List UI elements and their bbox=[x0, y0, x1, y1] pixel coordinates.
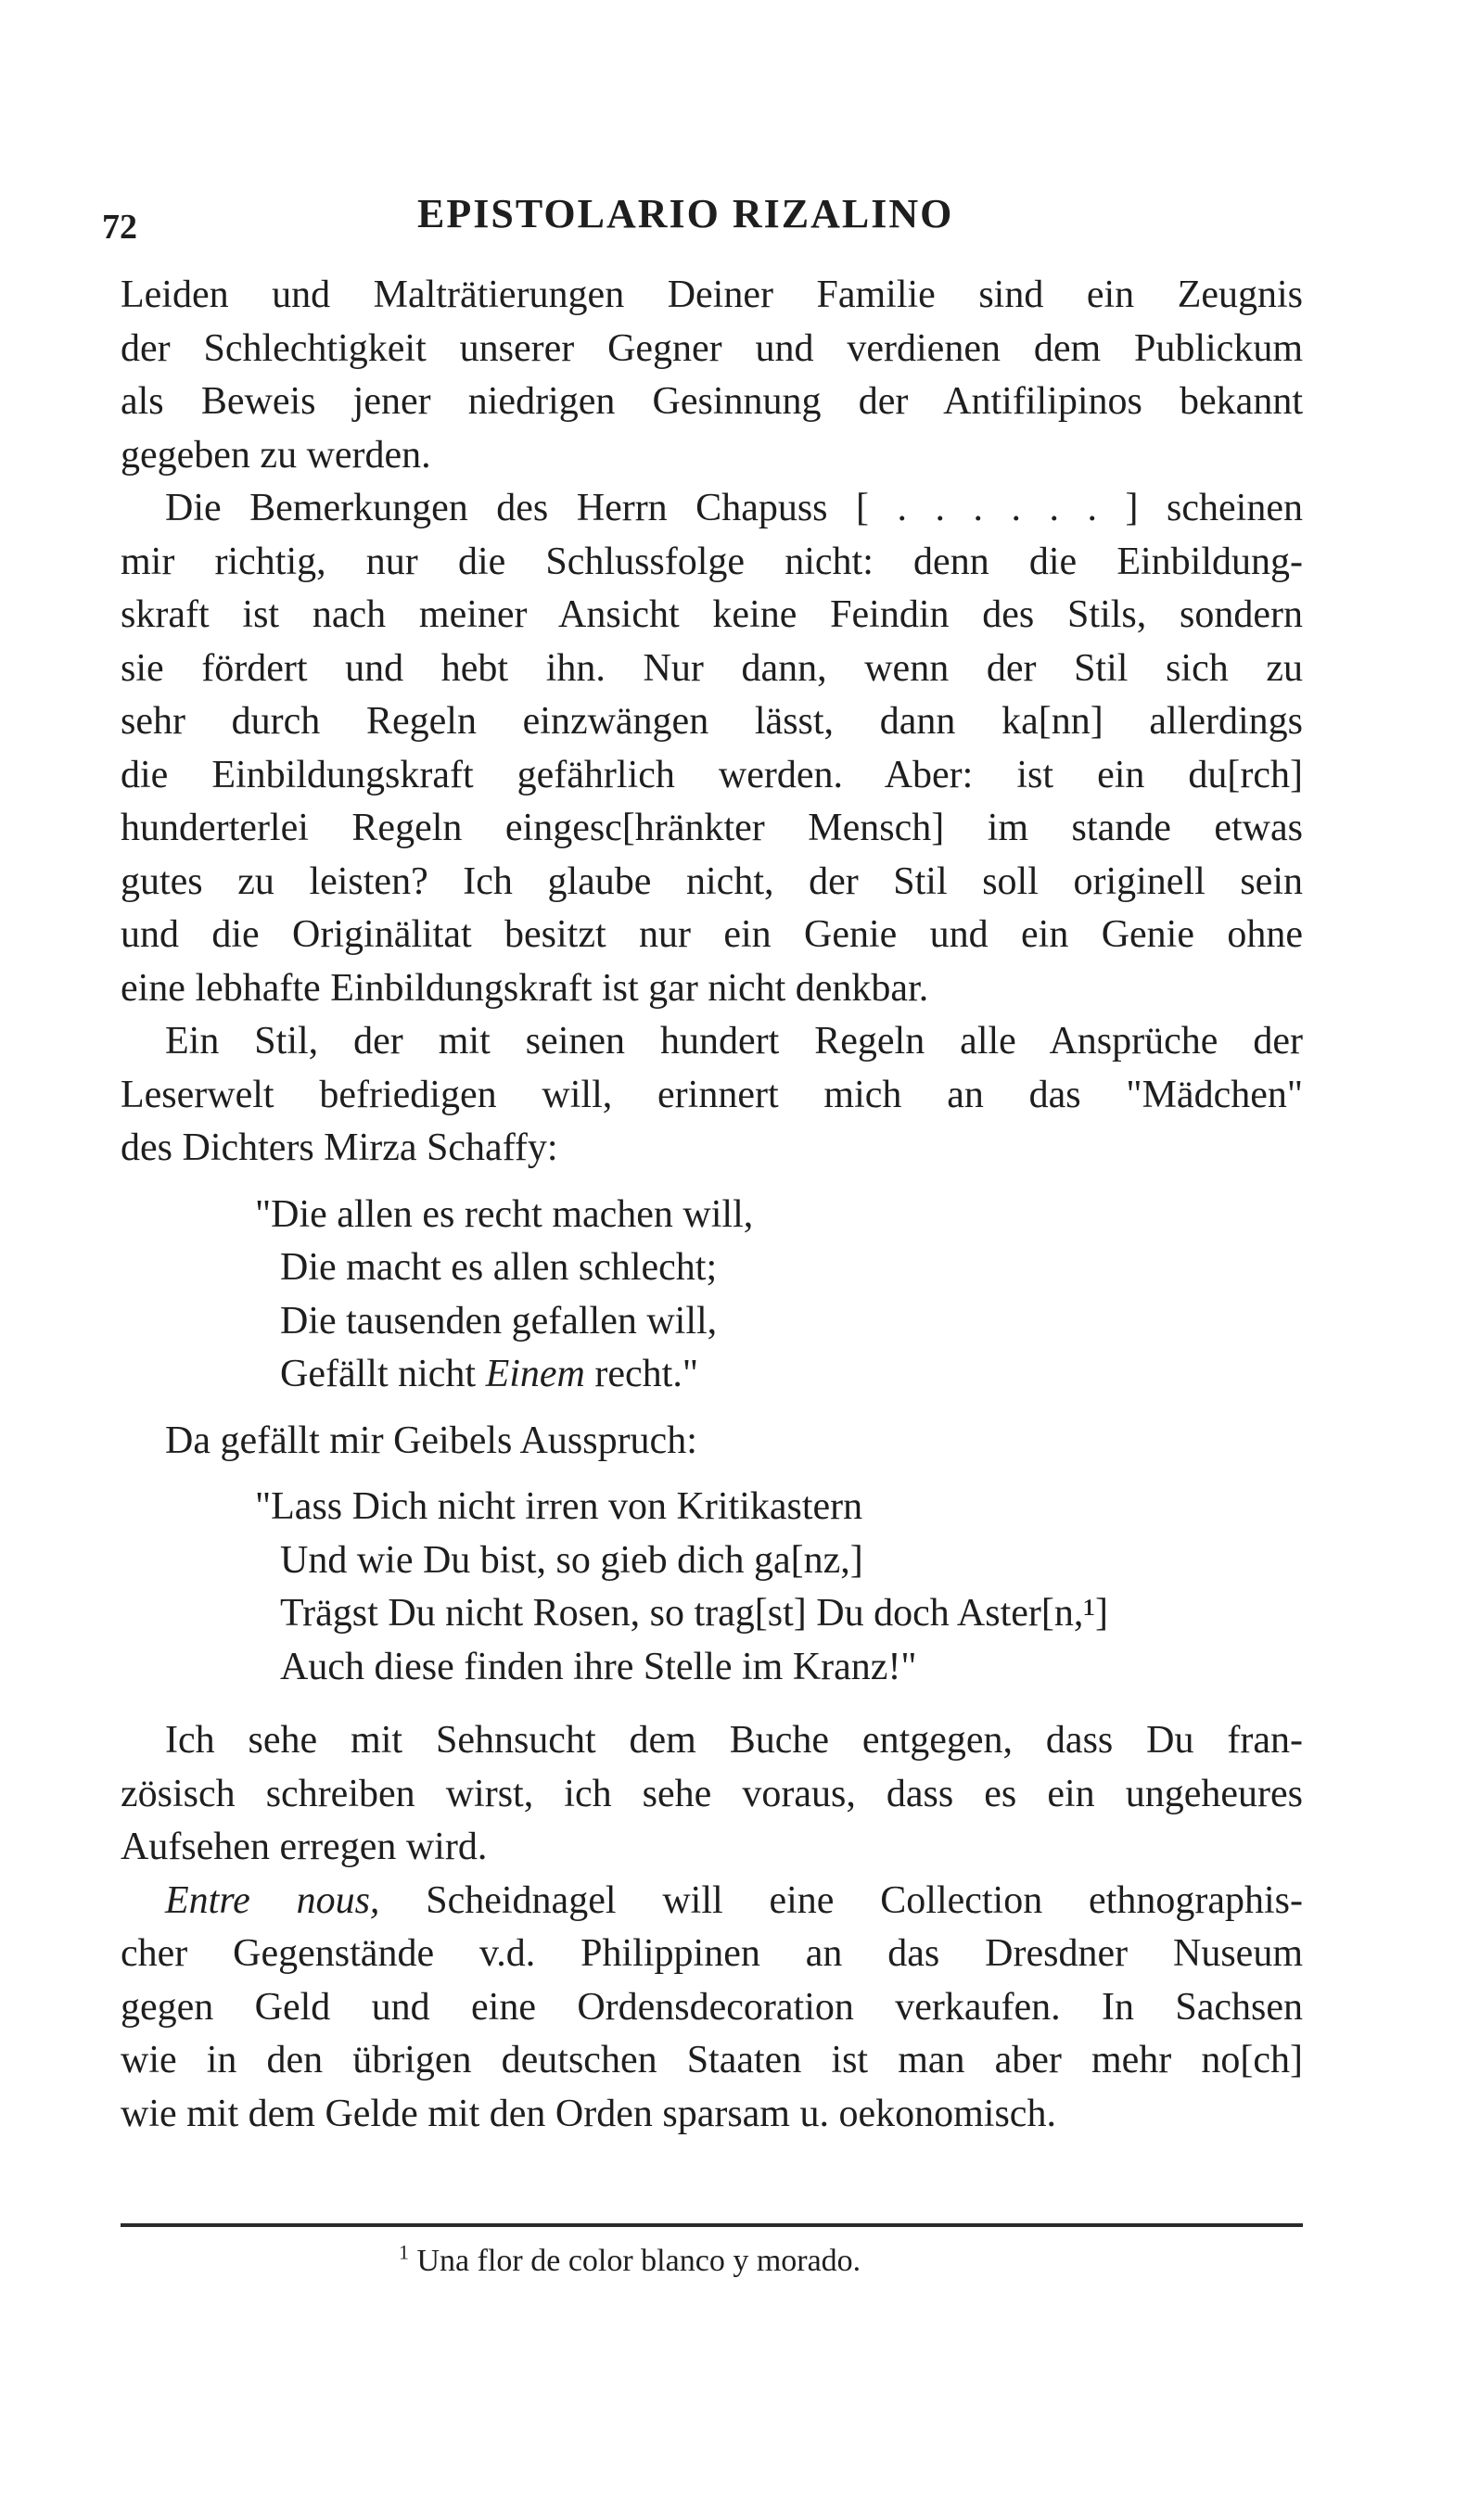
footnote-divider bbox=[121, 2223, 1303, 2227]
text-line: sie fördert und hebt ihn. Nur dann, wenn der Stil sich zu bbox=[121, 646, 1303, 690]
page-number: 72 bbox=[102, 208, 137, 247]
text-line: als Beweis jener niedrigen Gesinnung der Antifilipinos bekannt bbox=[121, 380, 1303, 423]
text-line: hunderterlei Regeln eingesc[hränkter Mensch] im stande etwas bbox=[121, 807, 1303, 849]
paragraph-5 bbox=[121, 1714, 1303, 1875]
poem-line: Trägst Du nicht Rosen, so trag[st] Du doch Aster[n,¹] bbox=[280, 1592, 1108, 1635]
text-line: und die Originälitat besitzt nur ein Genie und ein Genie ohne bbox=[121, 913, 1303, 956]
text-line: gegen Geld und eine Ordensdecoration verkaufen. In Sachsen bbox=[121, 1985, 1303, 2029]
text-line: eine lebhafte Einbildungskraft ist gar nicht denkbar. bbox=[121, 966, 929, 1010]
text-line: des Dichters Mirza Schaffy: bbox=[121, 1126, 558, 1169]
text-run: Scheidnagel will eine Collection ethnographis- bbox=[379, 1878, 1303, 1922]
spacer bbox=[121, 1694, 1303, 1714]
paragraph-1 bbox=[121, 269, 1303, 482]
text-line: wie mit dem Gelde mit den Orden sparsam u. oekonomisch. bbox=[121, 2092, 1056, 2135]
paragraph-2 bbox=[121, 482, 1303, 1015]
spacer bbox=[121, 1402, 1303, 1415]
body-text bbox=[121, 269, 1303, 2141]
footnote-text: Una flor de color blanco y morado. bbox=[416, 2244, 861, 2278]
poem-geibel bbox=[121, 1481, 1303, 1694]
text-line: gutes zu leisten? Ich glaube nicht, der Stil soll originell sein bbox=[121, 859, 1303, 903]
text-emphasis: Entre nous, bbox=[165, 1878, 380, 1922]
poem-line: "Die allen es recht machen will, bbox=[255, 1192, 754, 1236]
poem-line: Die tausenden gefallen will, bbox=[280, 1299, 718, 1343]
text-line: Leiden und Malträtierungen Deiner Familie sind ein Zeugnis bbox=[121, 274, 1303, 316]
text-line: Da gefällt mir Geibels Ausspruch: bbox=[165, 1419, 697, 1462]
text-line: sehr durch Regeln einzwängen lässt, dann ka[nn] allerdings bbox=[121, 700, 1303, 743]
poem-line: "Lass Dich nicht irren von Kritikastern bbox=[255, 1485, 863, 1528]
footnote-mark: 1 bbox=[399, 2240, 409, 2264]
running-title: EPISTOLARIO RIZALINO bbox=[417, 191, 954, 236]
text-line: skraft ist nach meiner Ansicht keine Feindin des Stils, sondern bbox=[121, 593, 1303, 636]
page-header bbox=[102, 190, 1308, 255]
poem-line: Auch diese finden ihre Stelle im Kranz!" bbox=[280, 1645, 917, 1688]
text-line: die Einbildungskraft gefährlich werden. Aber: ist ein du[rch] bbox=[121, 753, 1303, 796]
poem-text: recht." bbox=[584, 1353, 698, 1395]
poem-line: Und wie Du bist, so gieb dich ga[nz,] bbox=[280, 1538, 863, 1582]
spacer bbox=[121, 1176, 1303, 1189]
text-line: Die Bemerkungen des Herrn Chapuss [ . . . . . . ] scheinen bbox=[165, 487, 1303, 529]
paragraph-6 bbox=[121, 1875, 1303, 2142]
text-line: der Schlechtigkeit unserer Gegner und verdienen dem Publickum bbox=[121, 326, 1303, 370]
poem-text: Gefällt nicht bbox=[280, 1353, 486, 1395]
text-line: wie in den übrigen deutschen Staaten ist man aber mehr no[ch] bbox=[121, 2039, 1303, 2081]
text-line bbox=[121, 1875, 1303, 1928]
poem-mirza-schaffy bbox=[121, 1189, 1303, 1402]
text-line: gegeben zu werden. bbox=[121, 433, 431, 477]
spacer bbox=[121, 1468, 1303, 1481]
footnote bbox=[399, 2240, 861, 2279]
text-line: cher Gegenstände v.d. Philippinen an das Dresdner Nuseum bbox=[121, 1932, 1303, 1975]
text-line: Ich sehe mit Sehnsucht dem Buche entgegen, dass Du fran- bbox=[165, 1719, 1303, 1762]
poem-line bbox=[255, 1348, 1303, 1402]
poem-emphasis: Einem bbox=[485, 1353, 585, 1395]
text-line: zösisch schreiben wirst, ich sehe voraus, dass es ein ungeheures bbox=[121, 1772, 1303, 1815]
text-line: Leserwelt befriedigen will, erinnert mich an das "Mädchen" bbox=[121, 1073, 1303, 1116]
paragraph-3 bbox=[121, 1015, 1303, 1176]
paragraph-4 bbox=[121, 1415, 1303, 1469]
poem-line: Die macht es allen schlecht; bbox=[280, 1246, 718, 1289]
text-line: mir richtig, nur die Schlussfolge nicht: denn die Einbildung- bbox=[121, 540, 1303, 583]
text-line: Ein Stil, der mit seinen hundert Regeln alle Ansprüche der bbox=[165, 1020, 1303, 1063]
text-line: Aufsehen erregen wird. bbox=[121, 1826, 488, 1868]
